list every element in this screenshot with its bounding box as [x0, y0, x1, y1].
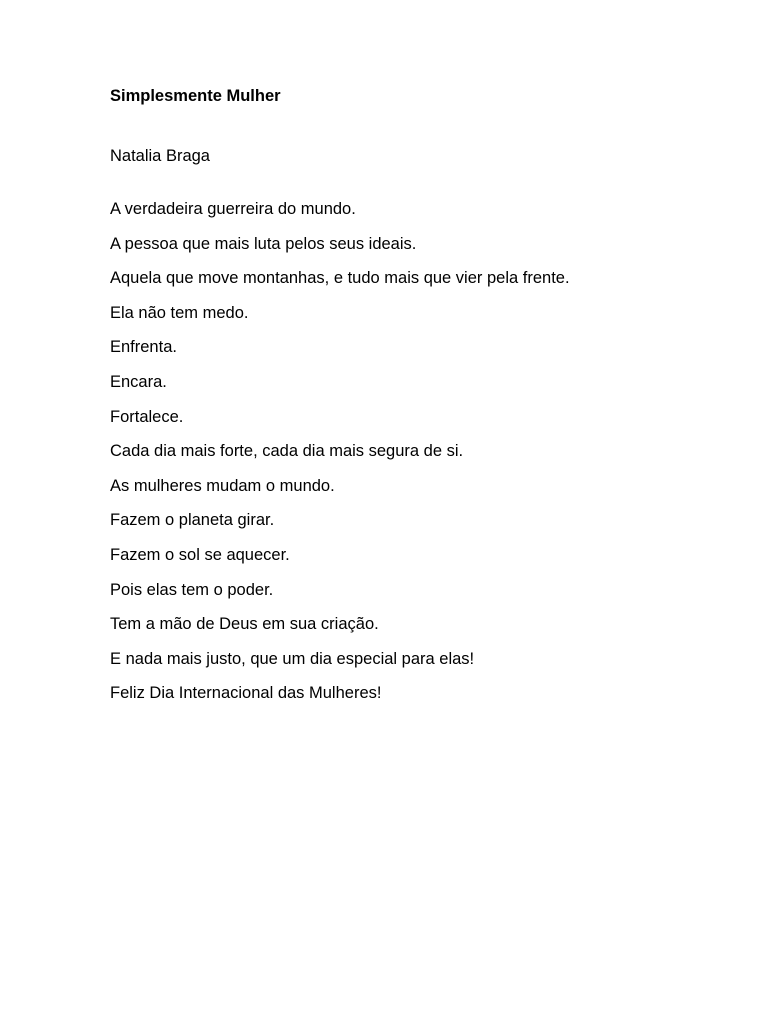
- poem-line: Pois elas tem o poder.: [110, 580, 274, 599]
- poem-line: Tem a mão de Deus em sua criação.: [110, 615, 379, 634]
- poem-line: Ela não tem medo.: [110, 303, 249, 322]
- document-author: Natalia Braga: [110, 147, 210, 165]
- poem-body: [110, 199, 570, 718]
- document-title: Simplesmente Mulher: [110, 87, 281, 105]
- poem-line: Fortalece.: [110, 407, 184, 426]
- poem-line: Enfrenta.: [110, 338, 177, 357]
- poem-line: Fazem o planeta girar.: [110, 511, 275, 530]
- poem-line: Cada dia mais forte, cada dia mais segura de si.: [110, 442, 464, 461]
- poem-line: Encara.: [110, 372, 167, 391]
- poem-line: Feliz Dia Internacional das Mulheres!: [110, 684, 382, 703]
- poem-line: E nada mais justo, que um dia especial para elas!: [110, 649, 475, 668]
- poem-line: A verdadeira guerreira do mundo.: [110, 200, 356, 218]
- poem-line: As mulheres mudam o mundo.: [110, 476, 335, 495]
- poem-line: A pessoa que mais luta pelos seus ideais.: [110, 234, 417, 253]
- poem-line: Aquela que move montanhas, e tudo mais que vier pela frente.: [110, 269, 570, 288]
- poem-line: Fazem o sol se aquecer.: [110, 545, 290, 564]
